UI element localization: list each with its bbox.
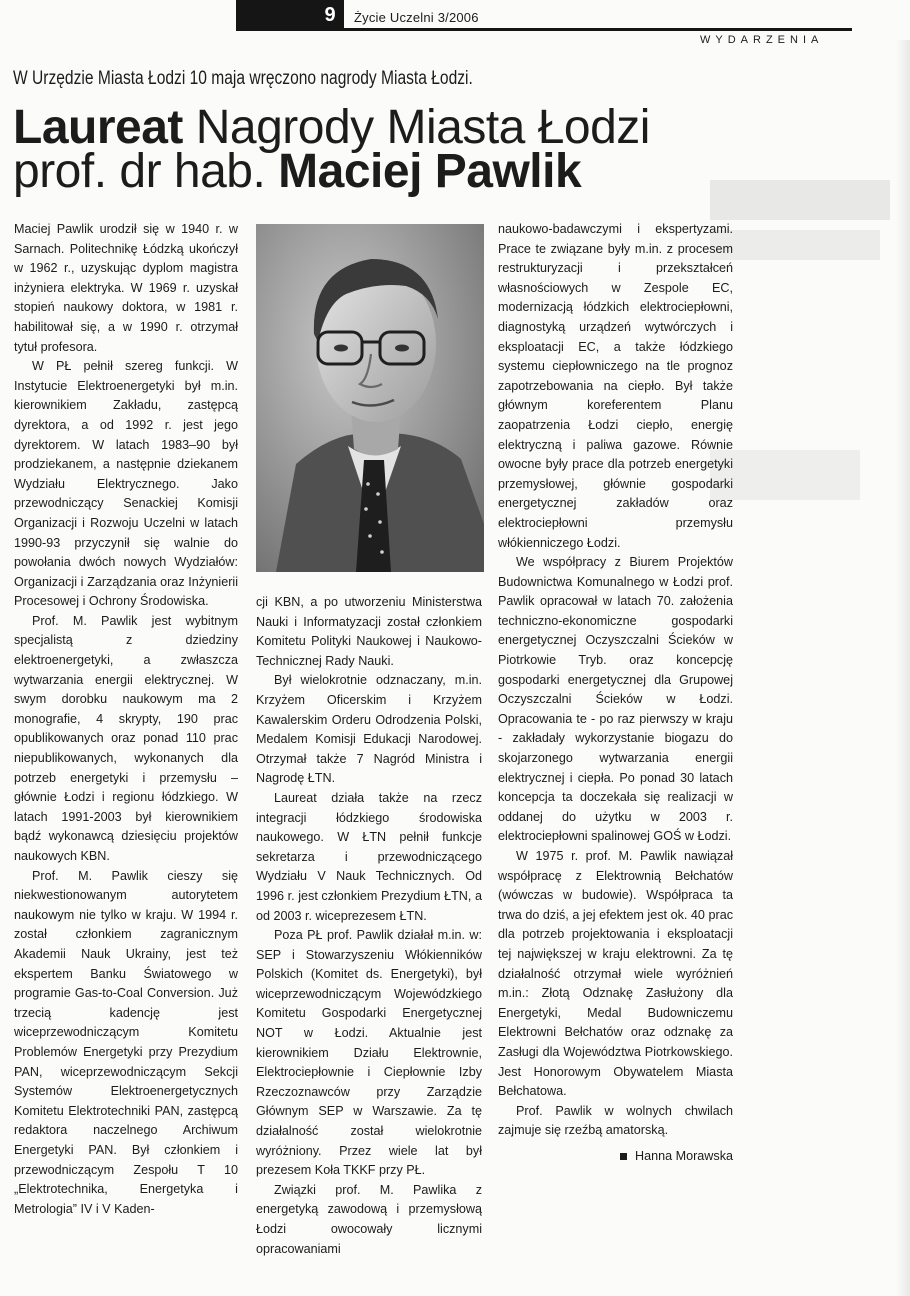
paragraph: We współpracy z Biurem Projektów Budownictwa Komunalnego w Łodzi prof. Pawlik opracował w latach 70. założenia techniczno-ekonomiczne gospodarki energetycznej Oczyszczalni Ścieków w Piotrkowie Tryb. oraz koncepcję gospodarki energetycznej dla Grupowej Oczyszczalni Ścieków w Łodzi. Opracowania te - po raz pierwszy w kraju - zakładały wykorzystanie biogazu do skojarzonego wytwarzania energii elektrycznej i ciepła. Po ponad 30 latach koncepcja ta doczekała się realizacji w oddanej do użytku w 2003 r. elektrociepłowni spalinowej GOŚ w Łodzi.	[498, 555, 733, 844]
paragraph: cji KBN, a po utworzeniu Ministerstwa Nauki i Informatyzacji został członkiem Komitetu Polityki Naukowej i Naukowo-Technicznej Rady Nauki.	[256, 595, 482, 668]
paragraph: Prof. M. Pawlik jest wybitnym specjalistą z dziedziny elektroenergetyki, a zwłaszcza wytwarzania energii elektrycznej. W swym dorobku naukowym ma 2 monografie, 4 skrypty, 190 prac opublikowanych oraz ponad 110 prac niepublikowanych, wykonanych dla potrzeb energetyki i przemysłu – głównie Łodzi i regionu łódzkiego. W latach 1991-2003 był kierownikiem bądź wykonawcą dziesięciu projektów naukowych KBN.	[14, 613, 238, 863]
paragraph: Związki prof. M. Pawlika z energetyką zawodową i przemysłową Łodzi owocowały licznymi opracowaniami	[256, 1182, 482, 1256]
portrait-photo	[256, 224, 484, 572]
paragraph: Prof. M. Pawlik cieszy się niekwestionowanym autorytetem naukowym nie tylko w kraju. W 1994 r. został członkiem zagranicznym Akademii Nauk Ukrainy, jest też ekspertem Banku Światowego w programie Gas-to-Coal Conversion. Już trzecią kadencję jest wiceprzewodniczącym Komitetu Problemów Energetyki przy Prezydium PAN, wiceprzewodniczącym Sekcji Systemów Elektroenergetycznych Komitetu Elektrotechniki PAN, zastępcą redaktora naczelnego Archiwum Energetyki PAN. Był członkiem i przewodniczącym Zespołu T 10 „Elektrotechnika, Energetyka i Metrologia” IV i V Kaden-	[14, 868, 238, 1216]
page-edge-shadow	[896, 40, 910, 1296]
paragraph: W PŁ pełnił szereg funkcji. W Instytucie Elektroenergetyki był m.in. kierownikiem Zakładu, zastępcą dyrektora, a od 1992 r. jest jego dyrektorem. W latach 1983–90 był prodziekanem, a następnie dziekanem Wydziału Elektrycznego. Jako przewodniczący Senackiej Komisji Organizacji i Rozwoju Uczelni w latach 1990-93 przyczynił się walnie do powołania dwóch nowych Wydziałów: Organizacji i Zarządzania oraz Inżynierii Procesowej i Ochrony Środowiska.	[14, 359, 238, 609]
square-bullet-icon	[620, 1153, 627, 1160]
paragraph: Poza PŁ prof. Pawlik działał m.in. w: SEP i Stowarzyszeniu Włókienników Polskich (Komitet ds. Energetyki), był wiceprzewodniczącym Wojewódzkiego Komitetu Gospodarki Energetycznej NOT w Łodzi. Aktualnie jest kierownikiem Działu Elektrownie, Elektrociepłownie i Ciepłownie Izby Rzeczoznawców przy Zarządzie Głównym SEP w Warszawie. Za tę działalność został wielokrotnie wyróżniony. Przez wiele lat był prezesem Koła TKKF przy PŁ.	[256, 928, 482, 1178]
paragraph: Maciej Pawlik urodził się w 1940 r. w Sarnach. Politechnikę Łódzką ukończył w 1962 r., uzyskując dyplom magistra inżyniera elektryka. W 1969 r. uzyskał stopień naukowy doktora, w 1981 r. habilitował się, a w 1990 r. otrzymał tytuł profesora.	[14, 222, 238, 354]
kicker: W Urzędzie Miasta Łodzi 10 maja wręczono nagrody Miasta Łodzi.	[13, 68, 473, 89]
column-1	[14, 220, 238, 1219]
paragraph: Prof. Pawlik w wolnych chwilach zajmuje się rzeźbą amatorską.	[498, 1103, 733, 1138]
paragraph: naukowo-badawczymi i ekspertyzami. Prace te związane były m.in. z procesem restrukturyzacji i przekształceń własnościowych w Zespole EC, modernizacją łódzkich elektrociepłowni, diagnostyką urządzeń wytwórczych i eksploatacji EC, a także łódzkiego systemu ciepłowniczego na tle prognoz zapotrzebowania na ciepło. Był także głównym koreferentem Planu zaopatrzenia Łodzi ciepło, energię elektryczną i paliwa gazowe. Równie owocne były prace dla potrzeb energetyki przemysłowej, głównie gospodarki energetycznej zakładów oraz elektrociepłowni przemysłu włókienniczego Łodzi.	[498, 222, 733, 550]
paragraph: W 1975 r. prof. M. Pawlik nawiązał współpracę z Elektrownią Bełchatów (wówczas w budowie). Współpraca ta trwa do dziś, a jej efektem jest ok. 40 prac dla potrzeb projektowania i eksploatacji tej największej w kraju elektrowni. Za tę działalność otrzymał wiele wyróżnień m.in.: Złotą Odznakę Zasłużony dla Energetyki, Medal Budowniczemu Elektrowni Bełchatów oraz odznakę za Zasługi dla Województwa Piotrkowskiego. Jest Honorowym Obywatelem Miasta Bełchatowa.	[498, 849, 733, 1099]
column-3	[498, 220, 733, 1167]
article-title	[13, 101, 650, 198]
paragraph: Laureat działa także na rzecz integracji łódzkiego środowiska naukowego. W ŁTN pełnił funkcje sekretarza i przewodniczącego Wydziału V Nauk Technicznych. Od 1996 r. jest członkiem Prezydium ŁTN, a od 2003 r. wiceprezesem ŁTN.	[256, 790, 482, 923]
publication-name: Życie Uczelni 3/2006	[354, 10, 479, 25]
title-name: Maciej Pawlik	[278, 145, 582, 198]
section-label: WYDARZENIA	[700, 34, 824, 46]
portrait-illustration	[256, 224, 484, 572]
title-line2-prefix: prof. dr hab.	[13, 145, 279, 198]
title-line1: Nagrody Miasta Łodzi	[182, 101, 650, 154]
title-bold-word: Laureat	[13, 101, 183, 154]
page-number: 9	[324, 4, 336, 26]
author-signature	[498, 1147, 733, 1167]
author-name: Hanna Morawska	[635, 1148, 733, 1163]
header-rule	[236, 28, 852, 31]
paragraph: Był wielokrotnie odznaczany, m.in. Krzyżem Oficerskim i Krzyżem Kawalerskim Orderu Odrodzenia Polski, Medalem Komisji Edukacji Narodowej. Otrzymał także 7 Nagród Ministra i Nagrodę ŁTN.	[256, 673, 482, 786]
column-2	[256, 593, 482, 1259]
